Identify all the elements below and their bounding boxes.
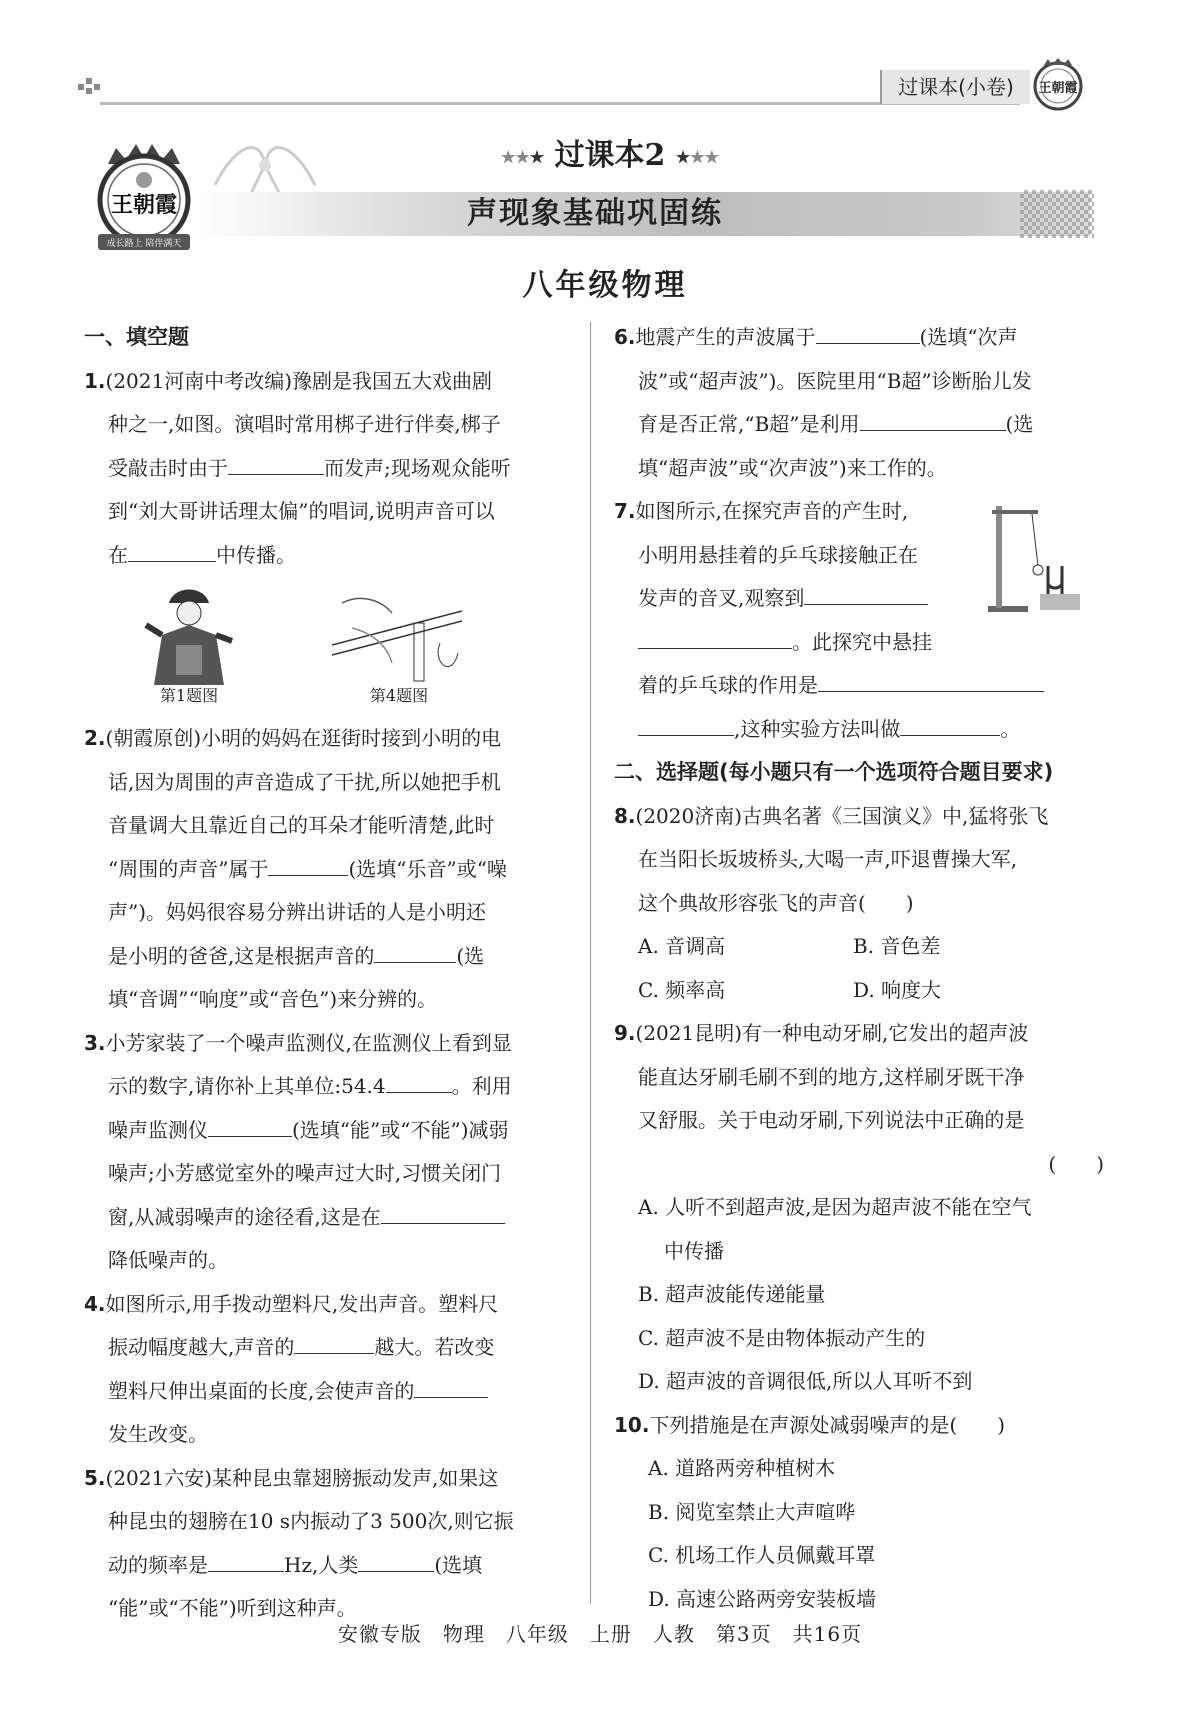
- option-a-continued: 中传播: [664, 1238, 724, 1263]
- question-text: 又舒服。关于电动牙刷,下列说法中正确的是: [638, 1108, 1025, 1132]
- column-divider: [590, 322, 591, 1604]
- lesson-title: [470, 130, 750, 173]
- question-7-line: [614, 621, 1104, 665]
- question-text: (选: [1005, 412, 1034, 436]
- answer-blank[interactable]: [268, 853, 348, 876]
- question-number: 7.: [614, 499, 636, 523]
- question-text: 话,因为周围的声音造成了干扰,所以她把手机: [108, 769, 501, 794]
- banner-pattern: [1020, 190, 1094, 238]
- question-6-line: [614, 316, 1104, 360]
- star-icon: ★: [515, 147, 530, 167]
- question-2-line: [84, 935, 574, 979]
- question-text: 波”或“超声波”)。医院里用“B超”诊断胎儿发: [638, 368, 1032, 393]
- option-c[interactable]: C. 频率高: [638, 977, 726, 1002]
- option-c[interactable]: C. 机场工作人员佩戴耳罩: [648, 1543, 876, 1567]
- option-b[interactable]: B. 音色差: [853, 934, 941, 958]
- question-3-line: [84, 1065, 574, 1109]
- answer-blank[interactable]: [804, 582, 928, 605]
- question-number: 9.: [614, 1021, 636, 1045]
- question-text: 小芳家装了一个噪声监测仪,在监测仪上看到显: [105, 1030, 512, 1055]
- question-3-line: [84, 1196, 574, 1240]
- question-text: 音量调大且靠近自己的耳朵才能听清楚,此时: [108, 813, 495, 837]
- question-text: 如图所示,用手拨动塑料尺,发出声音。塑料尺: [105, 1291, 499, 1316]
- question-text: (2021六安)某种昆虫靠翅膀振动发声,如果这: [105, 1465, 499, 1490]
- question-text: 降低噪声的。: [108, 1248, 228, 1272]
- question-text: (选: [456, 943, 485, 968]
- lesson-title-text: 过课本2: [554, 138, 666, 173]
- question-3-line: [84, 1109, 574, 1153]
- question-7-block: [614, 490, 1104, 751]
- question-2-line: [84, 848, 574, 892]
- figures-row: [84, 577, 574, 717]
- options-row: [614, 969, 1104, 1013]
- svg-text:王朝霞: 王朝霞: [1038, 81, 1078, 96]
- option-d[interactable]: D. 高速公路两旁安装板墙: [648, 1586, 877, 1611]
- question-2-line: [84, 717, 574, 761]
- answer-blank[interactable]: [381, 1201, 505, 1224]
- question-4-line: [84, 1283, 574, 1327]
- question-10-line: [614, 1404, 1104, 1448]
- question-text: 中传播。: [216, 542, 296, 567]
- star-icon: ★: [501, 147, 516, 167]
- question-text: 。此探究中悬挂: [792, 629, 932, 654]
- question-number: 4.: [84, 1291, 106, 1316]
- question-text: (2021河南中考改编)豫剧是我国五大戏曲剧: [105, 368, 493, 393]
- question-text: ,这种实验方法叫做: [734, 716, 901, 741]
- publisher-logo-badge: [86, 138, 202, 254]
- corner-decoration: [78, 78, 100, 96]
- question-text: 发声的音叉,观察到: [638, 586, 805, 610]
- question-number: 5.: [84, 1465, 106, 1490]
- question-1-line: [84, 360, 574, 404]
- question-text: 小明用悬挂着的乒乓球接触正在: [638, 542, 918, 567]
- answer-blank[interactable]: [414, 1375, 488, 1398]
- question-text: 能直达牙刷毛刷不到的地方,这样刷牙既干净: [638, 1064, 1025, 1089]
- question-5-line: [84, 1457, 574, 1501]
- figure-1-caption: 第1题图: [159, 686, 219, 705]
- question-text: 种昆虫的翅膀在10 s内振动了3 500次,则它振: [108, 1509, 514, 1533]
- opera-performer-illustration: [144, 585, 234, 689]
- right-column: [614, 316, 1104, 1621]
- question-text: 受敲击时由于: [108, 455, 228, 480]
- question-number: 8.: [614, 803, 636, 828]
- answer-blank[interactable]: [374, 940, 456, 963]
- star-icon: ★: [675, 147, 691, 167]
- option-b[interactable]: B. 超声波能传递能量: [638, 1282, 826, 1306]
- question-text: 动的频率是: [108, 1552, 208, 1577]
- question-text: (朝霞原创)小明的妈妈在逛街时接到小明的电: [105, 726, 502, 750]
- answer-parentheses[interactable]: ( ): [1048, 1151, 1104, 1176]
- figure-4-caption: 第4题图: [369, 686, 429, 705]
- answer-blank[interactable]: [294, 1331, 374, 1354]
- question-number: 10.: [614, 1412, 650, 1437]
- question-text: 是小明的爸爸,这是根据声音的: [108, 943, 375, 968]
- question-text: 种之一,如图。演唱时常用梆子进行伴奏,梆子: [108, 412, 501, 436]
- section-heading-fill: 一、填空题: [84, 325, 189, 349]
- question-3-line: [84, 1022, 574, 1066]
- publisher-logo-small: [1030, 56, 1086, 112]
- question-number: 6.: [614, 325, 636, 349]
- question-number: 2.: [84, 726, 106, 750]
- question-text: 噪声;小芳感觉室外的噪声过大时,习惯关闭门: [108, 1161, 502, 1185]
- question-text: 育是否正常,“B超”是利用: [638, 412, 860, 436]
- question-text: (2020济南)古典名著《三国演义》中,猛将张飞: [635, 803, 1049, 828]
- answer-blank[interactable]: [818, 669, 1044, 692]
- option-b[interactable]: B. 阅览室禁止大声喧哗: [648, 1499, 856, 1524]
- svg-text:成长路上 陪伴满天: 成长路上 陪伴满天: [106, 239, 182, 249]
- option-d[interactable]: D. 响度大: [853, 977, 942, 1002]
- svg-text:王朝霞: 王朝霞: [110, 192, 178, 218]
- section-heading-choice: 二、选择题(每小题只有一个选项符合题目要求): [614, 760, 1054, 784]
- question-4-line: [84, 1326, 574, 1370]
- question-1-line: [84, 534, 574, 578]
- answer-blank[interactable]: [816, 321, 920, 344]
- star-icon: ★: [529, 147, 545, 167]
- question-text: 在: [108, 542, 128, 567]
- question-text: (选填“乐音”或“噪: [348, 856, 507, 881]
- question-text: 而发声;现场观众能听: [324, 455, 511, 480]
- question-text: 地震产生的声波属于: [635, 325, 816, 349]
- question-text: (选填: [434, 1552, 483, 1577]
- star-icon: ★: [704, 147, 719, 167]
- question-text: 声”)。妈妈很容易分辨出讲话的人是小明还: [108, 900, 487, 924]
- book-section-tag: 过课本(小卷): [880, 70, 1030, 104]
- question-8-line: [614, 795, 1104, 839]
- answer-blank[interactable]: [900, 713, 1000, 736]
- question-7-line: [614, 708, 1104, 752]
- banner-title: 声现象基础巩固练: [467, 196, 723, 231]
- options-row: [614, 925, 1104, 969]
- question-text: 。: [1000, 716, 1021, 741]
- question-text: (2021昆明)有一种电动牙刷,它发出的超声波: [635, 1021, 1029, 1045]
- question-text: 到“刘大哥讲话理太偏”的唱词,说明声音可以: [108, 499, 495, 523]
- ruler-experiment-illustration: [332, 583, 462, 683]
- question-1-line: [84, 447, 574, 491]
- question-text: 发生改变。: [108, 1422, 208, 1446]
- page-subtitle: 八年级物理: [522, 268, 688, 303]
- answer-blank[interactable]: [860, 408, 1006, 431]
- answer-blank[interactable]: [638, 713, 734, 736]
- left-column: [84, 316, 574, 1631]
- question-text: 噪声监测仪: [108, 1117, 208, 1142]
- answer-blank[interactable]: [638, 626, 792, 649]
- option-a[interactable]: A. 道路两旁种植树木: [648, 1456, 836, 1480]
- question-text: (选填“次声: [919, 325, 1018, 349]
- question-text: 越大。若改变: [374, 1335, 495, 1359]
- question-text: Hz,人类: [284, 1552, 359, 1577]
- option-c[interactable]: C. 超声波不是由物体振动产生的: [638, 1325, 926, 1350]
- option-d[interactable]: D. 超声波的音调很低,所以人耳听不到: [638, 1369, 973, 1393]
- question-text: 塑料尺伸出桌面的长度,会使声音的: [108, 1378, 415, 1403]
- question-text: 窗,从减弱噪声的途径看,这是在: [108, 1204, 381, 1229]
- question-number: 3.: [84, 1030, 106, 1055]
- question-text: (选填“能”或“不能”)减弱: [292, 1117, 509, 1142]
- question-text: 示的数字,请你补上其单位:54.4: [108, 1074, 386, 1098]
- answer-blank[interactable]: [128, 539, 216, 562]
- question-7-line: [614, 664, 1104, 708]
- star-icon: ★: [690, 147, 705, 167]
- option-a[interactable]: A. 人听不到超声波,是因为超声波不能在空气: [638, 1195, 1032, 1219]
- answer-blank[interactable]: [208, 1114, 292, 1137]
- question-4-line: [84, 1370, 574, 1414]
- question-text: 填“超声波”或“次声波”)来工作的。: [638, 455, 947, 480]
- question-text: 着的乒乓球的作用是: [638, 673, 818, 697]
- question-text: 填“音调”“响度”或“音色”)来分辨的。: [108, 987, 438, 1011]
- answer-blank[interactable]: [228, 452, 324, 475]
- answer-blank[interactable]: [208, 1549, 284, 1572]
- question-text: 振动幅度越大,声音的: [108, 1335, 295, 1359]
- question-9-line: [614, 1012, 1104, 1056]
- question-text: 如图所示,在探究声音的产生时,: [635, 499, 909, 523]
- answer-blank[interactable]: [386, 1070, 452, 1093]
- question-number: 1.: [84, 368, 106, 393]
- question-text: 。利用: [451, 1074, 512, 1098]
- answer-blank[interactable]: [358, 1549, 434, 1572]
- page-footer: 安徽专版 物理 八年级 上册 人教 第3页 共16页: [337, 1622, 863, 1646]
- option-a[interactable]: A. 音调高: [638, 934, 726, 958]
- question-text: 这个典故形容张飞的声音( ): [638, 890, 914, 915]
- question-text: “能”或“不能”)听到这种声。: [108, 1596, 357, 1620]
- question-5-line: [84, 1544, 574, 1588]
- question-6-line: [614, 403, 1104, 447]
- question-text: 在当阳长坂坡桥头,大喝一声,吓退曹操大军,: [638, 847, 1018, 871]
- tuning-fork-apparatus-illustration: [982, 496, 1092, 620]
- question-text: 下列措施是在声源处减弱噪声的是( ): [649, 1412, 1006, 1437]
- question-text: “周围的声音”属于: [108, 856, 269, 881]
